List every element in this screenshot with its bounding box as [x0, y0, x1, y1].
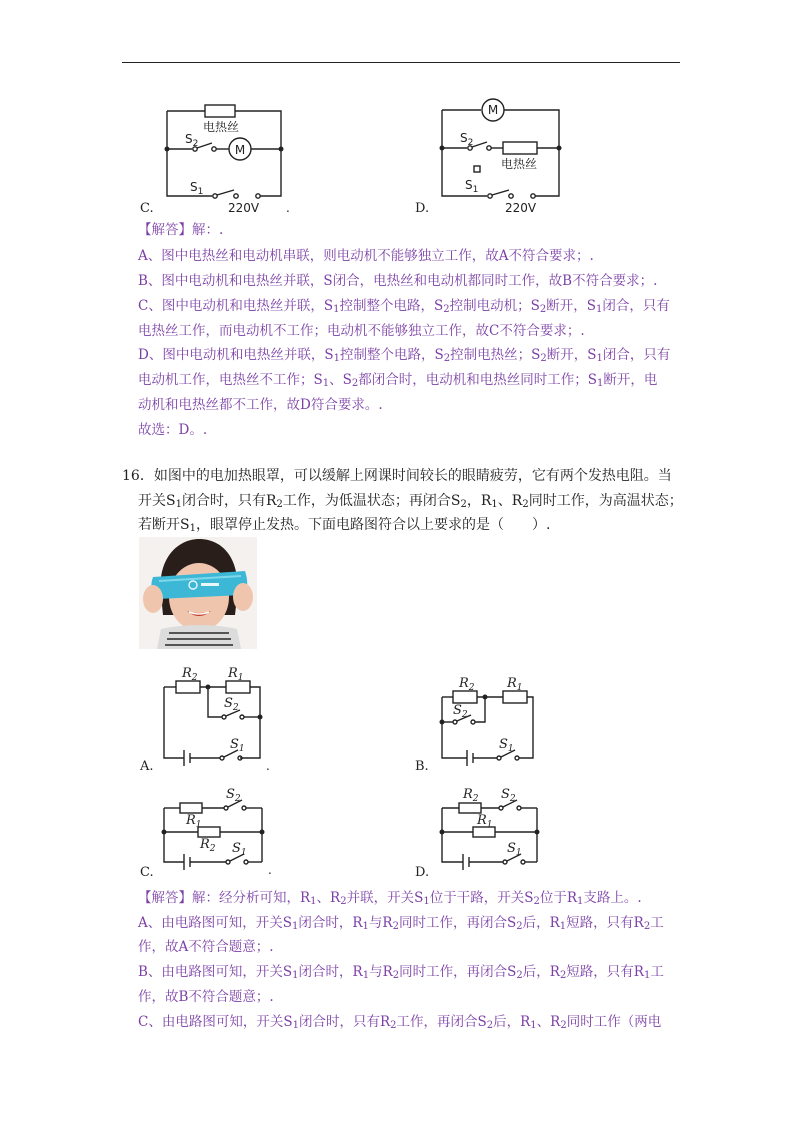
svg-text:S1: $S_1$: [190, 180, 204, 197]
answer15-option-b: B、图中电动机和电热丝并联，S闭合，电热丝和电动机都同时工作，故B不符合要求；.: [138, 273, 658, 289]
svg-text:.: .: [268, 863, 272, 877]
option-16d-label: D.: [415, 865, 430, 880]
svg-text:S2: $S_2$: [226, 787, 241, 804]
resistor-r2: [459, 803, 481, 813]
resistor-r1: [503, 691, 527, 703]
answer15-option-d-line1: D、图中电动机和电热丝并联，S1控制整个电路，S2控制电热丝；S2断开，S1闭合，只有: [138, 347, 671, 364]
circuit-16-d: [415, 786, 575, 882]
svg-text:S1: $S_1$: [232, 841, 247, 858]
svg-text:R1: $R_1$: [228, 666, 244, 683]
option-16a-label: A.: [140, 759, 154, 774]
answer16-option-c-line1: C、由电路图可知，开关S1闭合时，只有R2工作，再闭合S2后，R1、R2同时工作（两电: [138, 1014, 662, 1031]
svg-text:S1: $S_1$: [230, 737, 245, 754]
option-16b-label: B.: [415, 759, 429, 774]
answer15-choice: 故选：D。.: [138, 422, 208, 438]
answer16-head: 【解答】解：经分析可知，R1、R2并联，开关S1位于干路，开关S2位于R1支路上。.: [138, 890, 642, 907]
answer16-option-a-line2: 作，故A不符合题意；.: [138, 939, 274, 955]
answer15-option-d-line3: 动机和电热丝都不工作，故D符合要求。.: [138, 397, 383, 413]
heater-resistor: [205, 105, 235, 117]
svg-text:S1: $S_1$: [507, 841, 522, 858]
answer15-head: 【解答】解：.: [138, 222, 224, 238]
circuit-top-d: [415, 96, 575, 220]
svg-text:220V: 220V: [505, 201, 537, 215]
svg-text:R2: $R_2$: [182, 666, 198, 683]
question16-line3: 若断开S1，眼罩停止发热。下面电路图符合以上要求的是（ ）.: [138, 517, 551, 534]
svg-text:S2: $S_2$: [224, 696, 239, 713]
question16-line2: 开关S1闭合时，只有R2工作，为低温状态；再闭合S2，R1、R2同时工作，为高温状态；: [138, 493, 683, 510]
question16-line1: 16．如图中的电加热眼罩，可以缓解上网课时间较长的眼睛疲劳，它有两个发热电阻。当: [122, 468, 672, 484]
svg-text:.: .: [286, 201, 290, 215]
svg-text:R1: $R_1$: [477, 813, 493, 830]
svg-text:S2: $S_2$: [185, 132, 199, 149]
svg-text:M: M: [234, 143, 246, 157]
resistor-r2: [180, 803, 202, 813]
svg-text:S1: $S_1$: [499, 737, 514, 754]
svg-text:R1: $R_1$: [507, 676, 523, 693]
answer15-option-d-line2: 电动机工作，电热丝不工作；S1、S2都闭合时，电动机和电热丝同时工作；S1断开，电: [138, 372, 658, 389]
option-c-label: C.: [140, 201, 154, 216]
answer15-option-c-line2: 电热丝工作，而电动机不工作；电动机不能够独立工作，故C不符合要求；.: [138, 323, 585, 339]
answer15-option-c-line1: C、图中电动机和电热丝并联，S1控制整个电路，S2控制电动机；S2断开，S1闭合，只有: [138, 298, 670, 315]
answer16-option-b-line2: 作，故B不符合题意；.: [138, 989, 274, 1005]
header-rule: [122, 62, 680, 63]
svg-text:R2: $R_2$: [459, 676, 475, 693]
svg-text:.: .: [266, 759, 270, 773]
answer15-option-a: A、图中电热丝和电动机串联，则电动机不能够独立工作，故A不符合要求；.: [138, 248, 594, 264]
svg-text:电热丝: 电热丝: [501, 157, 538, 171]
svg-text:电热丝: 电热丝: [203, 120, 240, 134]
svg-text:M: M: [487, 103, 499, 117]
svg-text:R2: $R_2$: [463, 787, 479, 804]
svg-text:220V: 220V: [228, 201, 260, 215]
option-16c-label: C.: [140, 865, 154, 880]
svg-text:S2: $S_2$: [460, 131, 474, 148]
svg-text:R2: $R_2$: [200, 837, 216, 854]
circuit-16-a: [140, 662, 300, 774]
svg-text:S1: $S_1$: [465, 178, 479, 195]
svg-text:S2: $S_2$: [453, 703, 468, 720]
answer16-option-a-line1: A、由电路图可知，开关S1闭合时，R1与R2同时工作，再闭合S2后，R1短路，只有R2工: [138, 915, 664, 932]
svg-text:S2: $S_2$: [501, 787, 516, 804]
circuit-16-b: [415, 672, 575, 772]
answer16-option-b-line1: B、由电路图可知，开关S1闭合时，R1与R2同时工作，再闭合S2后，R2短路，只有R1工: [138, 964, 664, 981]
svg-text:R1: $R_1$: [186, 813, 202, 830]
eye-mask-photo: [139, 537, 257, 649]
circuit-16-c: [140, 786, 300, 882]
circuit-top-c: [140, 96, 300, 220]
heater-resistor: [503, 142, 537, 154]
option-d-label: D.: [415, 201, 430, 216]
